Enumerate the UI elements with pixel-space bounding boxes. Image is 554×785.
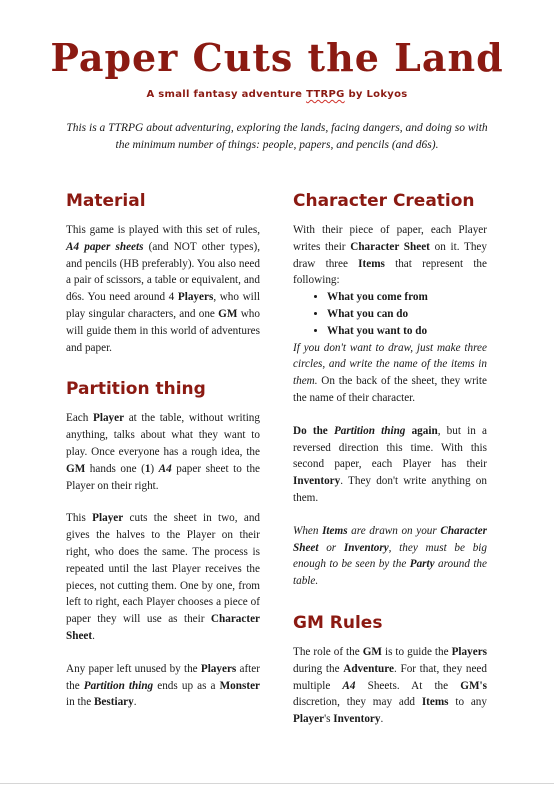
partition-paragraph-3: Any paper left unused by the Players after the Partition thing ends up as a Monster in the Bestiary. [66,662,260,709]
character-items-list [293,289,487,339]
character-paragraph-4: When Items are drawn on your Character Sheet or Inventory, they must be big enough to be seen by the Party around the table. [293,524,488,588]
list-item: • What you want to do [327,323,487,340]
list-item: • What you come from [327,289,487,306]
partition-paragraph-1: Each Player at the table, without writing anything, talks about what they want to play. Once everyone has a rough idea, the GM hands one (1) A4 paper sheet to the Player on their right. [66,412,260,492]
list-item: • What you can do [327,306,487,323]
character-paragraph-1: With their piece of paper, each Player writes their Character Sheet on it. They draw three Items that represent the following: [293,224,487,287]
partition-heading: Partition thing [66,379,206,400]
page-title: Paper Cuts the Land [50,35,504,80]
right-column [293,190,487,728]
intro-paragraph: This is a TTRPG about adventuring, exploring the lands, facing dangers, and doing so with the minimum number of things: people, papers, and pencils (and d6s). [66,122,488,151]
page-subtitle [0,89,554,100]
page-bottom-divider [0,783,554,784]
subtitle-ttrpg: TTRPG [306,89,345,100]
gm-heading: GM Rules [293,612,383,633]
character-paragraph-3: Do the Partition thing again, but in a reversed direction this time. With this second paper, each Player has their Inventory. They don't write anything on them. [293,424,487,504]
character-paragraph-2: If you don't want to draw, just make three circles, and write the name of the items in them. On the back of the sheet, they write the name of their character. [293,341,487,404]
left-column [66,190,260,711]
material-paragraph: This game is played with this set of rules, A4 paper sheets (and NOT other types), and pencils (HB preferably). You also need a pair of scissors, a table or equivalent, and d6s. You need around 4 Players, who will play singular characters, and one GM who will guide them in this world of adventures and paper. [66,224,260,354]
subtitle-author: by Lokyos [344,89,408,100]
partition-paragraph-2: This Player cuts the sheet in two, and gives the halves to the Player on their right, who does the same. The process is repeated until the last Player receives the pieces, not cutting them. One by one, from left to right, each Player chooses a piece of paper they will use as their Character Sheet. [66,512,261,642]
character-heading: Character Creation [293,191,475,211]
subtitle-prefix: A small fantasy adventure [146,89,307,100]
gm-paragraph: The role of the GM is to guide the Players during the Adventure. For that, they need multiple A4 Sheets. At the GM's discretion, they may add Items to any Player's Inventory. [293,645,488,726]
material-heading: Material [66,191,146,211]
